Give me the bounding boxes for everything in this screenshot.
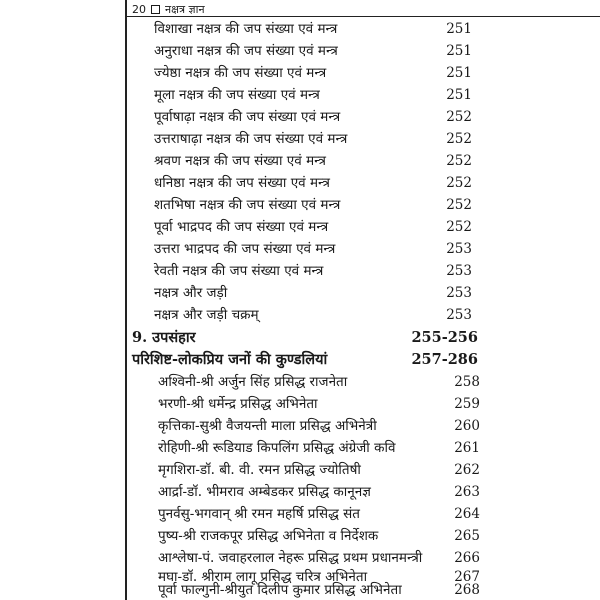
entry-title: मृगशिरा-डॉ. बी. वी. रमन प्रसिद्ध ज्योतिषी: [158, 462, 361, 478]
appendix-entry: [0, 437, 600, 459]
entry-page: 260: [454, 418, 480, 434]
entry-page: 251: [446, 65, 472, 81]
toc-entry: [0, 150, 600, 172]
entry-page: 267: [454, 569, 480, 585]
appendix-entry: [0, 525, 600, 547]
entry-title: उत्तराषाढ़ा नक्षत्र की जप संख्या एवं मन्त्र: [154, 131, 348, 147]
section-title: परिशिष्ट-लोकप्रिय जनों की कुण्डलियां: [132, 351, 328, 368]
entry-title: श्रवण नक्षत्र की जप संख्या एवं मन्त्र: [154, 153, 326, 169]
entry-title: पुष्य-श्री राजकपूर प्रसिद्ध अभिनेता व निर्देशक: [158, 528, 379, 544]
page-number: 20: [132, 2, 146, 16]
section-title: 9. उपसंहार: [132, 329, 196, 346]
entry-title: भरणी-श्री धर्मेन्द्र प्रसिद्ध अभिनेता: [158, 396, 318, 412]
entry-title: ज्येष्ठा नक्षत्र की जप संख्या एवं मन्त्र: [154, 65, 327, 81]
entry-page: 253: [446, 263, 472, 279]
entry-page: 268: [454, 582, 480, 598]
entry-page: 266: [454, 550, 480, 566]
toc-entry: [0, 194, 600, 216]
entry-title: रेवती नक्षत्र की जप संख्या एवं मन्त्र: [154, 263, 324, 279]
section-pages: 255-256: [411, 329, 478, 346]
entry-page: 252: [446, 197, 472, 213]
entry-title: आश्लेषा-पं. जवाहरलाल नेहरू प्रसिद्ध प्रथम प्रधानमन्त्री: [158, 550, 423, 566]
toc-section: [0, 327, 600, 349]
entry-page: 251: [446, 43, 472, 59]
entry-page: 264: [454, 506, 480, 522]
entry-title: अश्विनी-श्री अर्जुन सिंह प्रसिद्ध राजनेता: [158, 374, 348, 390]
entry-title: मूला नक्षत्र की जप संख्या एवं मन्त्र: [154, 87, 320, 103]
toc-entry: [0, 238, 600, 260]
toc-section: [0, 349, 600, 371]
entry-title: पूर्वाषाढ़ा नक्षत्र की जप संख्या एवं मन्त्र: [154, 109, 341, 125]
entry-page: 265: [454, 528, 480, 544]
entry-title: मघा-डॉ. श्रीराम लागू प्रसिद्ध चरित्र अभिनेता: [158, 569, 368, 585]
square-bullet-icon: [151, 5, 160, 14]
entry-page: 253: [446, 307, 472, 323]
entry-title: रोहिणी-श्री रूडियाड किपलिंग प्रसिद्ध अंग्रेजी कवि: [158, 440, 396, 456]
entry-page: 252: [446, 153, 472, 169]
running-header: [132, 0, 205, 18]
appendix-entry: [0, 459, 600, 481]
entry-title: धनिष्ठा नक्षत्र की जप संख्या एवं मन्त्र: [154, 175, 330, 191]
entry-title: शतभिषा नक्षत्र की जप संख्या एवं मन्त्र: [154, 197, 341, 213]
entry-page: 253: [446, 285, 472, 301]
toc-entry: [0, 216, 600, 238]
entry-page: 252: [446, 175, 472, 191]
entry-page: 261: [454, 440, 480, 456]
toc-entry: [0, 40, 600, 62]
entry-page: 259: [454, 396, 480, 412]
toc-entry: [0, 84, 600, 106]
appendix-entry: [0, 503, 600, 525]
book-title: नक्षत्र ज्ञान: [165, 2, 205, 16]
entry-title: पूर्वा भाद्रपद की जप संख्या एवं मन्त्र: [154, 219, 329, 235]
toc-entry: [0, 282, 600, 304]
entry-title: विशाखा नक्षत्र की जप संख्या एवं मन्त्र: [154, 21, 338, 37]
toc-entry: [0, 260, 600, 282]
entry-title: अनुराधा नक्षत्र की जप संख्या एवं मन्त्र: [154, 43, 338, 59]
entry-page: 252: [446, 219, 472, 235]
entry-title: कृत्तिका-सुश्री वैजयन्ती माला प्रसिद्ध अभिनेत्री: [158, 418, 377, 434]
appendix-entry: [0, 393, 600, 415]
entry-page: 262: [454, 462, 480, 478]
toc-entry: [0, 172, 600, 194]
entry-title: उत्तरा भाद्रपद की जप संख्या एवं मन्त्र: [154, 241, 336, 257]
entry-title: नक्षत्र और जड़ी चक्रम्: [154, 307, 259, 323]
toc-entry: [0, 304, 600, 326]
entry-page: 252: [446, 131, 472, 147]
toc-entry: [0, 128, 600, 150]
appendix-entry: [0, 481, 600, 503]
entry-page: 258: [454, 374, 480, 390]
toc-entry: [0, 62, 600, 84]
appendix-entry: [0, 415, 600, 437]
entry-page: 263: [454, 484, 480, 500]
entry-page: 251: [446, 21, 472, 37]
toc-entry: [0, 106, 600, 128]
entry-title: पूर्वा फाल्गुनी-श्रीयुत दिलीप कुमार प्रसिद्ध अभिनेता: [158, 582, 402, 598]
appendix-entry: [0, 580, 600, 600]
entry-title: आर्द्रा-डॉ. भीमराव अम्बेडकर प्रसिद्ध कानूनज्ञ: [158, 484, 371, 500]
section-pages: 257-286: [411, 351, 478, 368]
entry-page: 251: [446, 87, 472, 103]
entry-title: पुनर्वसु-भगवान् श्री रमन महर्षि प्रसिद्ध संत: [158, 506, 360, 522]
entry-title: नक्षत्र और जड़ी: [154, 285, 228, 301]
toc-entry: [0, 18, 600, 40]
entry-page: 252: [446, 109, 472, 125]
appendix-entry: [0, 371, 600, 393]
entry-page: 253: [446, 241, 472, 257]
